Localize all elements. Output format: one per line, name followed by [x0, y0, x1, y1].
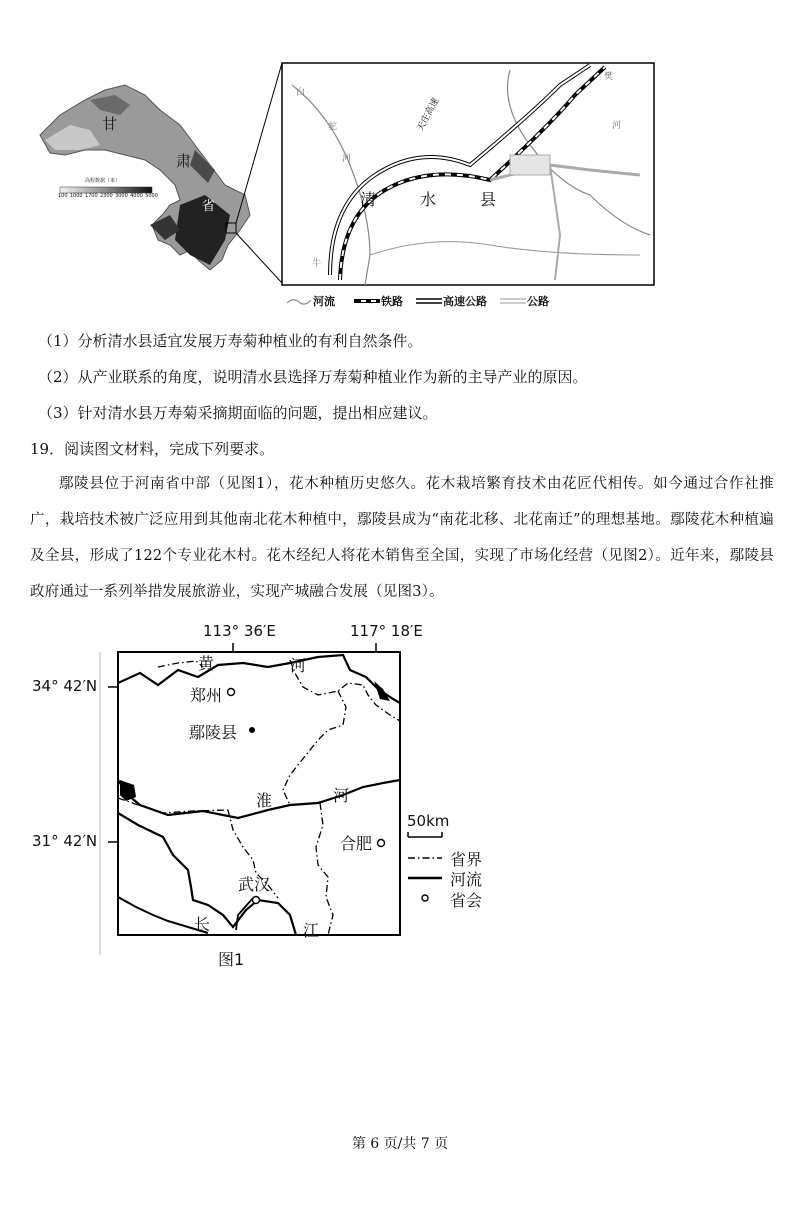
- label-he: 河: [290, 656, 307, 675]
- lon-label-2: 117° 18′E: [350, 622, 423, 640]
- railway-legend-symbol: [353, 296, 381, 306]
- yanling-marker: [249, 727, 255, 733]
- label-zhengzhou: 郑州: [190, 686, 223, 705]
- gansu-char-2: 肃: [176, 152, 192, 170]
- label-huai: 淮: [256, 791, 273, 810]
- hefei-marker: [378, 840, 385, 847]
- zhengzhou-marker: [228, 689, 235, 696]
- road-legend-symbol: [499, 296, 527, 306]
- question-2: （2）从产业联系的角度，说明清水县选择万寿菊种植业作为新的主导产业的原因。: [38, 368, 588, 386]
- town-block: [510, 155, 550, 175]
- question-1: （1）分析清水县适宜发展万寿菊种植业的有利自然条件。: [38, 332, 423, 350]
- river-char: 驼: [328, 122, 338, 132]
- lat-label-1: 34° 42′N: [32, 677, 98, 695]
- wuhan-marker: [253, 897, 260, 904]
- question-19-heading: 19．阅读图文材料，完成下列要求。: [30, 440, 275, 458]
- county-char-2: 水: [420, 190, 437, 209]
- highway-name: 天庄高速: [415, 96, 442, 134]
- page-footer: 第 6 页/共 7 页: [351, 1136, 449, 1152]
- legend-road: 公路: [527, 295, 549, 308]
- top-map-figure: [30, 55, 670, 315]
- highway-legend-symbol: [415, 296, 443, 306]
- county-char-3: 县: [480, 190, 497, 209]
- gansu-char-1: 甘: [102, 115, 118, 133]
- river-char: 牛: [312, 259, 322, 269]
- legend-railway: 铁路: [381, 295, 403, 308]
- label-hefei: 合肥: [340, 834, 373, 853]
- river-char: 樊: [604, 72, 614, 82]
- label-he2: 河: [333, 786, 350, 805]
- legend-boundary-label: 省界: [450, 850, 483, 869]
- figure-1: [28, 615, 498, 975]
- legend-capital-label: 省会: [450, 891, 483, 910]
- lon-label-1: 113° 36′E: [203, 622, 276, 640]
- river-char: 河: [612, 121, 622, 131]
- scale-label: 50km: [407, 812, 450, 830]
- legend-highway: 高速公路: [443, 295, 487, 308]
- river-char: 河: [342, 154, 352, 164]
- legend-river: 河流: [313, 295, 335, 308]
- question-3: （3）针对清水县万寿菊采摘期面临的问题，提出相应建议。: [38, 404, 438, 422]
- river-legend-symbol: [285, 296, 313, 306]
- river-char: 白: [296, 88, 306, 98]
- label-jiang: 江: [303, 921, 320, 940]
- figure-1-caption: 图1: [218, 950, 245, 969]
- county-char-1: 清: [360, 190, 377, 209]
- label-wuhan: 武汉: [238, 875, 271, 894]
- question-19-material: 鄢陵县位于河南省中部（见图1），花木种植历史悠久。花木栽培繁育技术由花匠代相传。如今通过合作社推广，栽培技术被广泛应用到其他南北花木种植中，鄢陵县成为“南花北移、北花南迁”的理想基地。鄢陵花木种植遍及全县，形成了122个专业花木村。花木经纪人将花木销售至全国，实现了市场化经营（见图2）。近年来，鄢陵县政府通过一系列举措发展旅游业，实现产城融合发展（见图3）。: [30, 476, 774, 600]
- elevation-legend-title: 高程数据（米）: [85, 178, 121, 184]
- legend-capital-symbol: [422, 895, 428, 901]
- top-map-legend: [285, 293, 549, 309]
- gansu-elevation-map: [30, 55, 670, 315]
- legend-river-label: 河流: [450, 870, 483, 889]
- label-chang: 长: [194, 915, 211, 934]
- elevation-legend-ticks: 100 1000 1700 2300 3000 4000 5000: [58, 193, 158, 199]
- label-huang: 黄: [198, 654, 215, 673]
- gansu-char-3: 省: [202, 199, 216, 214]
- label-yanling: 鄢陵县: [189, 723, 238, 742]
- lat-label-2: 31° 42′N: [32, 832, 98, 850]
